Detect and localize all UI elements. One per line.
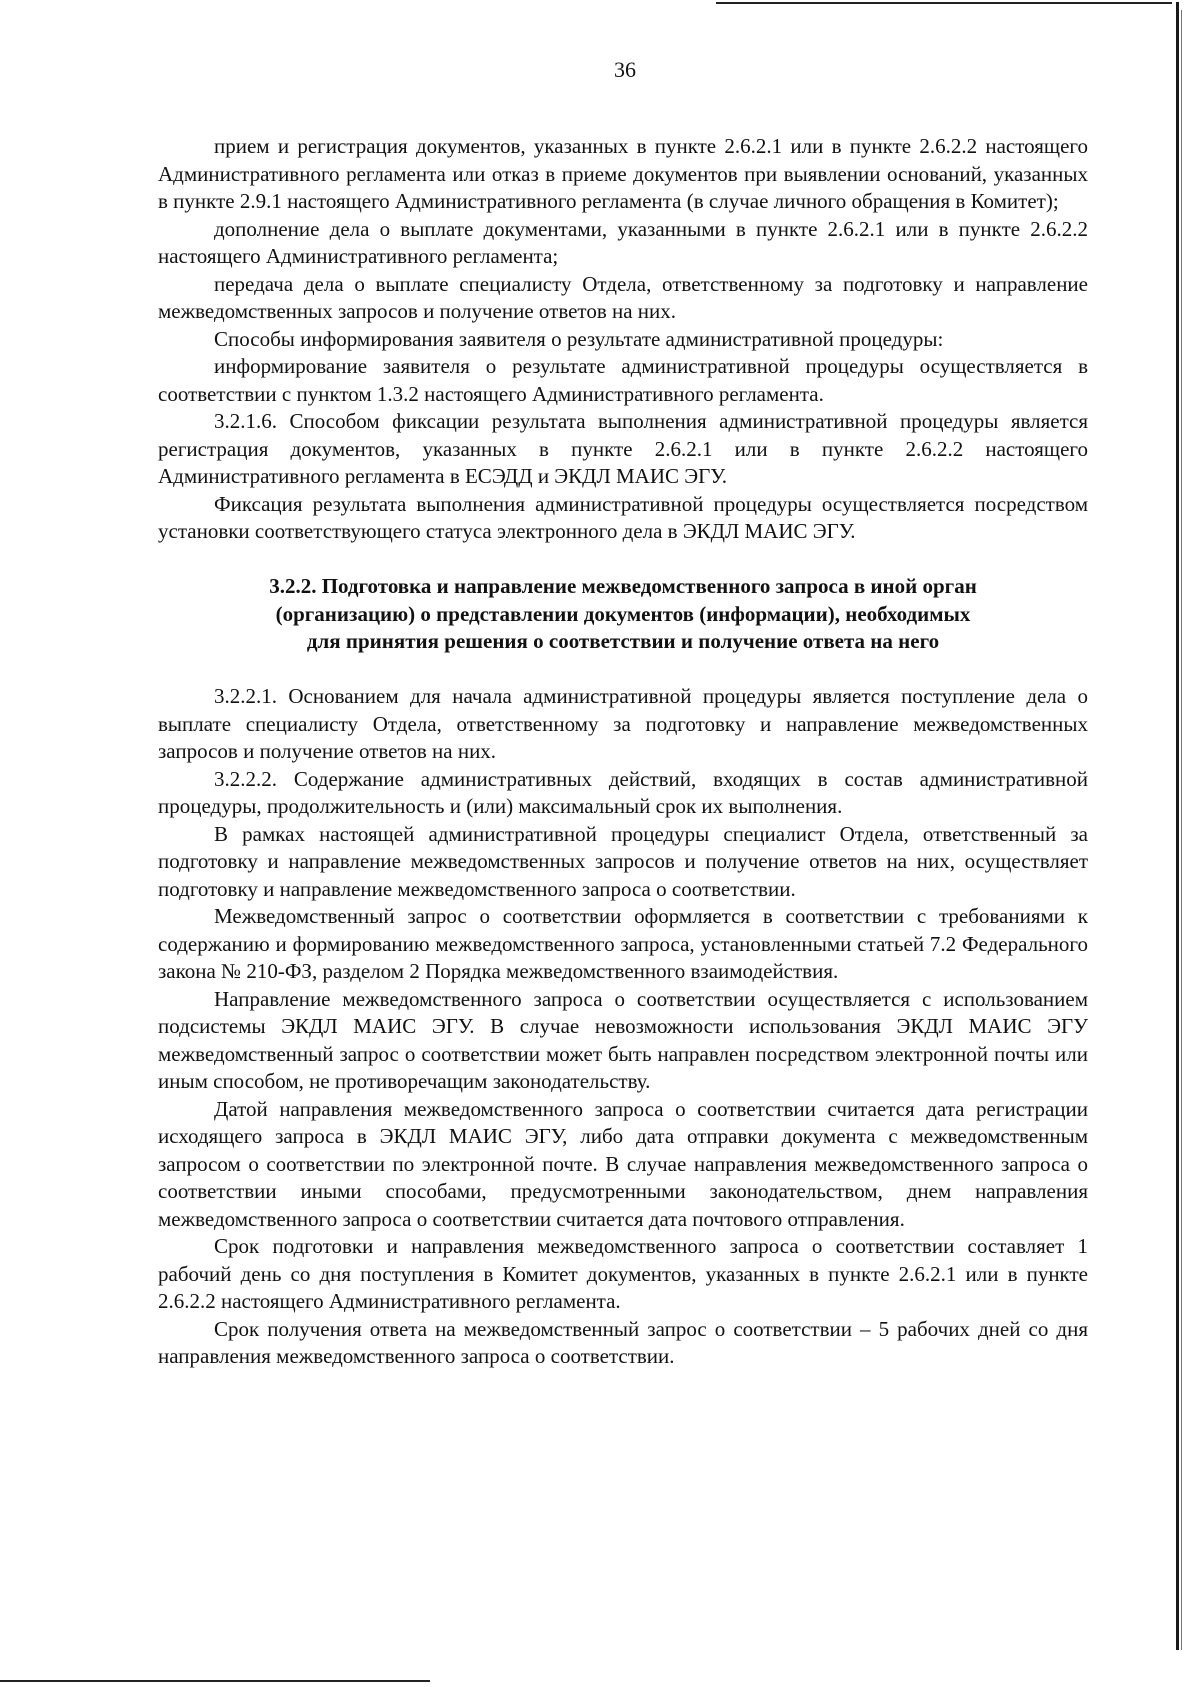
page-number: 36: [614, 57, 636, 82]
paragraph: Направление межведомственного запроса о соответствии осуществляется с использованием подсистемы ЭКДЛ МАИС ЭГУ. В случае невозможности использования ЭКДЛ МАИС ЭГУ межведомственный запрос о соответствии может быть направлен посредством электронной почты или иным способом, не противоречащим законодательству.: [158, 986, 1088, 1093]
paragraph: Фиксация результата выполнения административной процедуры осуществляется посредством установки соответствующего статуса электронного дела в ЭКДЛ МАИС ЭГУ.: [158, 491, 1088, 543]
paragraph: Срок подготовки и направления межведомственного запроса о соответствии составляет 1 рабочий день со дня поступления в Комитет документов, указанных в пункте 2.6.2.1 или в пункте 2.6.2.2 настоящего Административного регламента.: [158, 1234, 1088, 1313]
scan-border-right-inner: [1181, 10, 1182, 1650]
document-body: [158, 133, 1088, 1371]
paragraph: Срок получения ответа на межведомственный запрос о соответствии – 5 рабочих дней со дня направления межведомственного запроса о соответствии.: [158, 1316, 1088, 1368]
scan-border-bottom: [0, 1680, 430, 1682]
paragraph: В рамках настоящей административной процедуры специалист Отдела, ответственный за подготовку и направление межведомственных запросов и получение ответов на них, осуществляет подготовку и направление межведомственного запроса о соответствии.: [158, 821, 1088, 901]
paragraph: дополнение дела о выплате документами, указанными в пункте 2.6.2.1 или в пункте 2.6.2.2 настоящего Административного регламента;: [158, 216, 1088, 268]
section-heading: 3.2.2. Подготовка и направление межведомственного запроса в иной орган (организацию) о представлении документов (информации), необходимых для принятия решения о соответствии и получение ответа на него: [269, 574, 977, 653]
scan-border-top: [716, 2, 1172, 4]
paragraph: 3.2.2.1. Основанием для начала административной процедуры является поступление дела о выплате специалисту Отдела, ответственному за подготовку и направление межведомственных запросов и получение ответов на них.: [158, 684, 1088, 763]
paragraph: Межведомственный запрос о соответствии оформляется в соответствии с требованиями к содержанию и формированию межведомственного запроса, установленными статьей 7.2 Федерального закона № 210-ФЗ, разделом 2 Порядка межведомственного взаимодействия.: [158, 904, 1088, 983]
scan-border-right: [1176, 2, 1179, 1650]
paragraph: прием и регистрация документов, указанных в пункте 2.6.2.1 или в пункте 2.6.2.2 настоящего Административного регламента или отказ в приеме документов при выявлении оснований, указанных в пункте 2.9.1 настоящего Административного регламента (в случае личного обращения в Комитет);: [158, 134, 1088, 213]
paragraph: информирование заявителя о результате административной процедуры осуществляется в соответствии с пунктом 1.3.2 настоящего Административного регламента.: [158, 354, 1088, 406]
paragraph: Способы информирования заявителя о результате административной процедуры:: [214, 326, 944, 351]
paragraph: передача дела о выплате специалисту Отдела, ответственному за подготовку и направление межведомственных запросов и получение ответов на них.: [158, 271, 1088, 323]
paragraph: 3.2.1.6. Способом фиксации результата выполнения административной процедуры является регистрация документов, указанных в пункте 2.6.2.1 или в пункте 2.6.2.2 настоящего Административного регламента в ЕСЭДД и ЭКДЛ МАИС ЭГУ.: [158, 409, 1088, 488]
paragraph: Датой направления межведомственного запроса о соответствии считается дата регистрации исходящего запроса в ЭКДЛ МАИС ЭГУ, либо дата отправки документа с межведомственным запросом о соответствии по электронной почте. В случае направления межведомственного запроса о соответствии иными способами, предусмотренными законодательством, днем направления межведомственного запроса о соответствии считается дата почтового отправления.: [158, 1096, 1088, 1231]
paragraph: 3.2.2.2. Содержание административных действий, входящих в состав административной процедуры, продолжительность и (или) максимальный срок их выполнения.: [158, 766, 1088, 818]
